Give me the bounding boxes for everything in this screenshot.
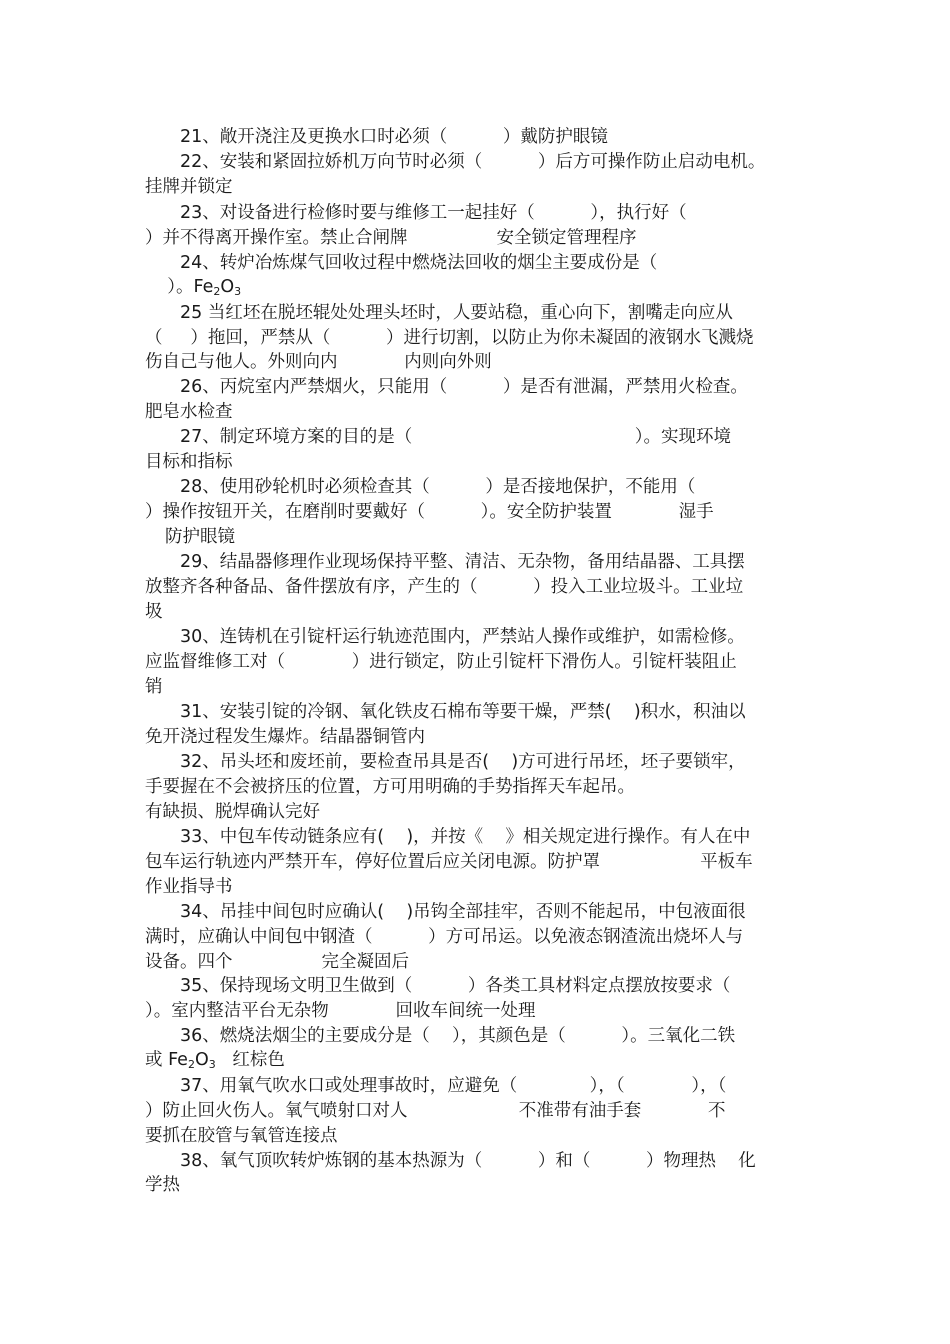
answer-31: 免开浇过程发生爆炸。结晶器铜管内	[145, 727, 425, 747]
question-30-cont: 应监督维修工对（ ）进行锁定，防止引锭杆下滑伤人。引锭杆装阻止	[145, 652, 737, 672]
question-25-cont: （ ）拖回，严禁从（ ）进行切割，以防止为你未凝固的液钢水飞溅烧	[145, 328, 754, 348]
question-33-cont: 包车运行轨迹内严禁开车，停好位置后应关闭电源。防护罩 平板车	[145, 852, 753, 872]
answer-35: ）。室内整洁平台无杂物 回收车间统一处理	[145, 1001, 536, 1021]
question-33: 33、中包车传动链条应有( )，并按《 》相关规定进行操作。有人在中	[180, 827, 751, 847]
question-37-cont: ）防止回火伤人。氧气喷射口对人 不准带有油手套 不	[145, 1101, 726, 1121]
question-28: 28、使用砂轮机时必须检查其（ ）是否接地保护，不能用（	[180, 477, 696, 497]
question-25: 25 当红坯在脱坯辊处处理头坯时，人要站稳，重心向下，割嘴走向应从	[180, 303, 733, 323]
answer-22: 挂牌并锁定	[145, 177, 233, 197]
question-23: 23、对设备进行检修时要与维修工一起挂好（ ），执行好（	[180, 203, 687, 223]
question-36: 36、燃烧法烟尘的主要成分是（ ），其颜色是（ ）。三氧化二铁	[180, 1026, 736, 1046]
question-35: 35、保持现场文明卫生做到（ ）各类工具材料定点摆放按要求（	[180, 976, 731, 996]
question-38: 38、氧气顶吹转炉炼钢的基本热源为（ ）和（ ）物理热 化	[180, 1151, 756, 1171]
answer-38: 学热	[145, 1175, 180, 1195]
question-27: 27、制定环境方案的目的是（ ）。实现环境	[180, 427, 732, 447]
question-37: 37、用氧气吹水口或处理事故时，应避免（ ），（ ），（	[180, 1076, 727, 1096]
answer-30: 销	[145, 677, 163, 697]
question-31: 31、安装引锭的冷钢、氧化铁皮石棉布等要干燥，严禁( )积水，积油以	[180, 702, 746, 722]
question-29-cont: 放整齐各种备品、备件摆放有序，产生的（ ）投入工业垃圾斗。工业垃	[145, 577, 744, 597]
answer-29: 圾	[145, 602, 163, 622]
answer-24: ）。$Fe_2O_3$	[145, 277, 242, 298]
answer-32: 有缺损、脱焊确认完好	[145, 802, 320, 822]
question-21: 21、敞开浇注及更换水口时必须（ ）戴防护眼镜	[180, 127, 608, 147]
answer-27: 目标和指标	[145, 452, 233, 472]
question-29: 29、结晶器修理作业现场保持平整、清洁、无杂物，备用结晶器、工具摆	[180, 552, 745, 572]
answer-37: 要抓在胶管与氧管连接点	[145, 1126, 338, 1146]
question-24: 24、转炉冶炼煤气回收过程中燃烧法回收的烟尘主要成份是（	[180, 253, 658, 273]
answer-34: 设备。四个 完全凝固后	[145, 952, 410, 972]
question-30: 30、连铸机在引锭杆运行轨迹范围内，严禁站人操作或维护，如需检修。	[180, 627, 745, 647]
question-34-cont: 满时，应确认中间包中钢渣（ ）方可吊运。以免液态钢渣流出烧坏人与	[145, 927, 744, 947]
question-26: 26、丙烷室内严禁烟火，只能用（ ）是否有泄漏，严禁用火检查。	[180, 377, 748, 397]
question-32: 32、吊头坯和废坯前，要检查吊具是否( )方可进行吊坯，坯子要锁牢，	[180, 752, 746, 772]
question-34: 34、吊挂中间包时应确认( )吊钩全部挂牢，否则不能起吊，中包液面很	[180, 902, 746, 922]
answer-28: 防护眼镜	[165, 527, 235, 547]
question-28-cont: ）操作按钮开关，在磨削时要戴好（ ）。安全防护装置 湿手	[145, 502, 714, 522]
answer-36: 或 $Fe_2O_3$ 红棕色	[145, 1050, 285, 1071]
answer-25: 伤自己与他人。外则向内 内则向外则	[145, 352, 492, 372]
question-32-cont: 手要握在不会被挤压的位置，方可用明确的手势指挥天车起吊。	[145, 777, 635, 797]
question-23-cont: ）并不得离开操作室。禁止合闸牌 安全锁定管理程序	[145, 228, 637, 248]
question-22: 22、安装和紧固拉娇机万向节时必须（ ）后方可操作防止启动电机。	[180, 152, 766, 172]
answer-33: 作业指导书	[145, 877, 233, 897]
answer-26: 肥皂水检查	[145, 402, 233, 422]
